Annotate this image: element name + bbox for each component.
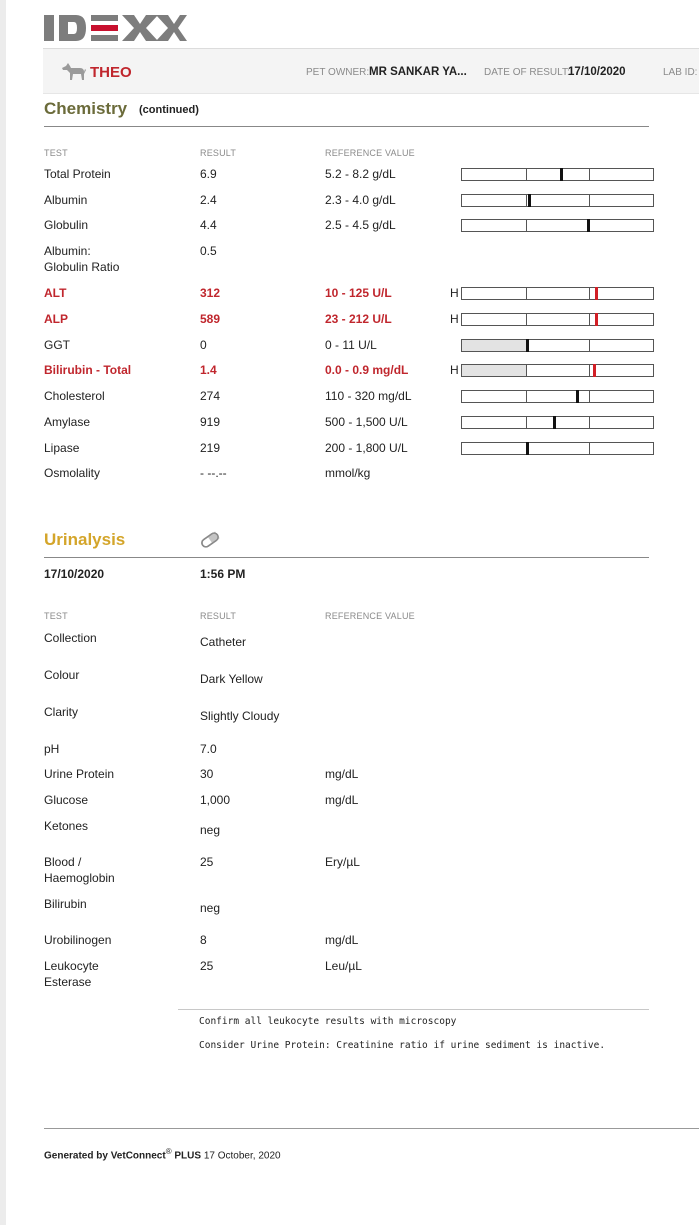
gauge-marker [595, 313, 598, 326]
high-flag: H [450, 363, 459, 377]
gauge-low-zone [462, 195, 526, 206]
range-gauge [461, 416, 654, 429]
test-result: 25 [200, 855, 214, 869]
range-gauge [461, 339, 654, 352]
test-result: 0.5 [200, 244, 217, 258]
dog-icon [60, 61, 86, 81]
test-result: - --.-- [200, 466, 227, 480]
test-name: Albumin [44, 193, 88, 207]
reference-range: 2.3 - 4.0 g/dL [325, 193, 396, 207]
chemistry-title: Chemistry [44, 99, 128, 118]
urinalysis-rule [44, 557, 649, 558]
reference-range: mmol/kg [325, 466, 371, 480]
test-name: Albumin: Globulin Ratio [44, 244, 120, 274]
test-name: Amylase [44, 415, 91, 429]
reference-unit: mg/dL [325, 767, 359, 781]
test-name: ALT [44, 286, 67, 300]
footer-plus: PLUS [174, 1150, 202, 1162]
gauge-tick [589, 365, 590, 376]
owner-label: PET OWNER: [306, 67, 370, 78]
patient-name: THEO [90, 64, 132, 81]
range-gauge [461, 287, 654, 300]
test-result: 25 [200, 959, 214, 973]
urinalysis-title: Urinalysis [44, 530, 126, 549]
gauge-low-zone [462, 391, 526, 402]
gauge-tick [526, 391, 527, 402]
reference-range: 5.2 - 8.2 g/dL [325, 167, 396, 181]
reference-unit: mg/dL [325, 933, 359, 947]
idexx-logo [42, 12, 187, 44]
chemistry-rule [44, 126, 649, 127]
owner-value: MR SANKAR YA... [369, 66, 467, 78]
reference-range: 10 - 125 U/L [325, 286, 392, 300]
range-gauge [461, 390, 654, 403]
test-result: 1.4 [200, 363, 217, 377]
patient-info-bar [43, 48, 699, 94]
test-name: Blood / Haemoglobin [44, 855, 115, 885]
gauge-low-zone [462, 340, 526, 351]
chemistry-subtitle: (continued) [139, 104, 199, 116]
test-result: 6.9 [200, 167, 217, 181]
range-gauge [461, 442, 654, 455]
gauge-tick [589, 195, 590, 206]
reference-range: 500 - 1,500 U/L [325, 415, 408, 429]
test-result: 219 [200, 441, 221, 455]
gauge-marker [526, 442, 529, 455]
test-name: GGT [44, 338, 70, 352]
test-result: 589 [200, 312, 221, 326]
gauge-tick [589, 417, 590, 428]
reference-range: 0 - 11 U/L [325, 338, 377, 352]
urinalysis-date: 17/10/2020 [44, 567, 105, 581]
test-result: neg [200, 823, 221, 837]
gauge-tick [589, 391, 590, 402]
gauge-marker [526, 339, 529, 352]
test-name: ALP [44, 312, 68, 326]
page-edge [0, 0, 6, 1225]
reference-range: 0.0 - 0.9 mg/dL [325, 363, 409, 377]
test-name: Osmolality [44, 466, 101, 480]
gauge-tick [526, 220, 527, 231]
test-result: 2.4 [200, 193, 217, 207]
gauge-low-zone [462, 365, 526, 376]
urine-header-reference: REFERENCE VALUE [325, 611, 415, 621]
test-result: 30 [200, 767, 214, 781]
gauge-tick [526, 314, 527, 325]
gauge-marker [593, 364, 596, 377]
test-result: 1,000 [200, 793, 231, 807]
gauge-tick [589, 314, 590, 325]
range-gauge [461, 313, 654, 326]
test-name: Collection [44, 631, 97, 645]
test-result: 312 [200, 286, 221, 300]
gauge-tick [589, 288, 590, 299]
range-gauge [461, 364, 654, 377]
test-name: Leukocyte Esterase [44, 959, 99, 989]
test-name: Bilirubin - Total [44, 363, 132, 377]
test-name: Total Protein [44, 167, 111, 181]
test-name: Urine Protein [44, 767, 115, 781]
reference-range: 2.5 - 4.5 g/dL [325, 218, 396, 232]
test-name: pH [44, 742, 60, 756]
gauge-tick [589, 340, 590, 351]
test-result: Catheter [200, 635, 247, 649]
chem-header-result: RESULT [200, 148, 237, 158]
footer-rule [44, 1128, 699, 1129]
reference-unit: Ery/µL [325, 855, 360, 869]
gauge-marker [528, 194, 531, 207]
gauge-tick [526, 417, 527, 428]
test-result: Dark Yellow [200, 672, 263, 686]
chem-header-test: TEST [44, 148, 68, 158]
footer-text [44, 1147, 281, 1161]
registered-mark: ® [165, 1147, 172, 1156]
gauge-tick [526, 169, 527, 180]
gauge-low-zone [462, 169, 526, 180]
gauge-tick [526, 195, 527, 206]
reference-unit: Leu/µL [325, 959, 362, 973]
gauge-low-zone [462, 417, 526, 428]
notes-rule [178, 1009, 649, 1010]
test-name: Glucose [44, 793, 89, 807]
gauge-low-zone [462, 220, 526, 231]
reference-unit: mg/dL [325, 793, 359, 807]
test-result: Slightly Cloudy [200, 709, 280, 723]
test-name: Lipase [44, 441, 80, 455]
test-name: Bilirubin [44, 897, 87, 911]
test-result: 0 [200, 338, 207, 352]
urinalysis-time: 1:56 PM [200, 567, 246, 581]
range-gauge [461, 194, 654, 207]
gauge-tick [589, 169, 590, 180]
test-result: 7.0 [200, 742, 217, 756]
urine-header-result: RESULT [200, 611, 237, 621]
gauge-marker [587, 219, 590, 232]
reference-range: 200 - 1,800 U/L [325, 441, 408, 455]
range-gauge [461, 219, 654, 232]
urine-header-test: TEST [44, 611, 68, 621]
chem-header-reference: REFERENCE VALUE [325, 148, 415, 158]
test-result: 274 [200, 389, 221, 403]
test-name: Clarity [44, 705, 79, 719]
date-value: 17/10/2020 [568, 66, 626, 78]
gauge-low-zone [462, 288, 526, 299]
gauge-marker [553, 416, 556, 429]
test-name: Colour [44, 668, 80, 682]
gauge-marker [595, 287, 598, 300]
pill-icon [200, 531, 220, 549]
date-label: DATE OF RESULT: [484, 67, 570, 78]
reference-range: 110 - 320 mg/dL [325, 389, 412, 403]
test-result: 8 [200, 933, 207, 947]
test-name: Urobilinogen [44, 933, 112, 947]
test-name: Ketones [44, 819, 89, 833]
note-line: Confirm all leukocyte results with microscopy [199, 1016, 457, 1027]
gauge-marker [576, 390, 579, 403]
high-flag: H [450, 312, 459, 326]
lab-id-label: LAB ID: [663, 67, 698, 78]
test-result: 919 [200, 415, 221, 429]
high-flag: H [450, 286, 459, 300]
reference-range: 23 - 212 U/L [325, 312, 392, 326]
test-result: 4.4 [200, 218, 217, 232]
note-line: Consider Urine Protein: Creatinine ratio if urine sediment is inactive. [199, 1040, 606, 1051]
gauge-low-zone [462, 314, 526, 325]
test-name: Globulin [44, 218, 89, 232]
gauge-low-zone [462, 443, 526, 454]
test-name: Cholesterol [44, 389, 105, 403]
range-gauge [461, 168, 654, 181]
gauge-tick [526, 288, 527, 299]
footer-date: 17 October, 2020 [203, 1150, 281, 1162]
generated-by: Generated by VetConnect [44, 1150, 166, 1162]
gauge-tick [526, 365, 527, 376]
test-result: neg [200, 901, 221, 915]
gauge-marker [560, 168, 563, 181]
gauge-tick [589, 443, 590, 454]
